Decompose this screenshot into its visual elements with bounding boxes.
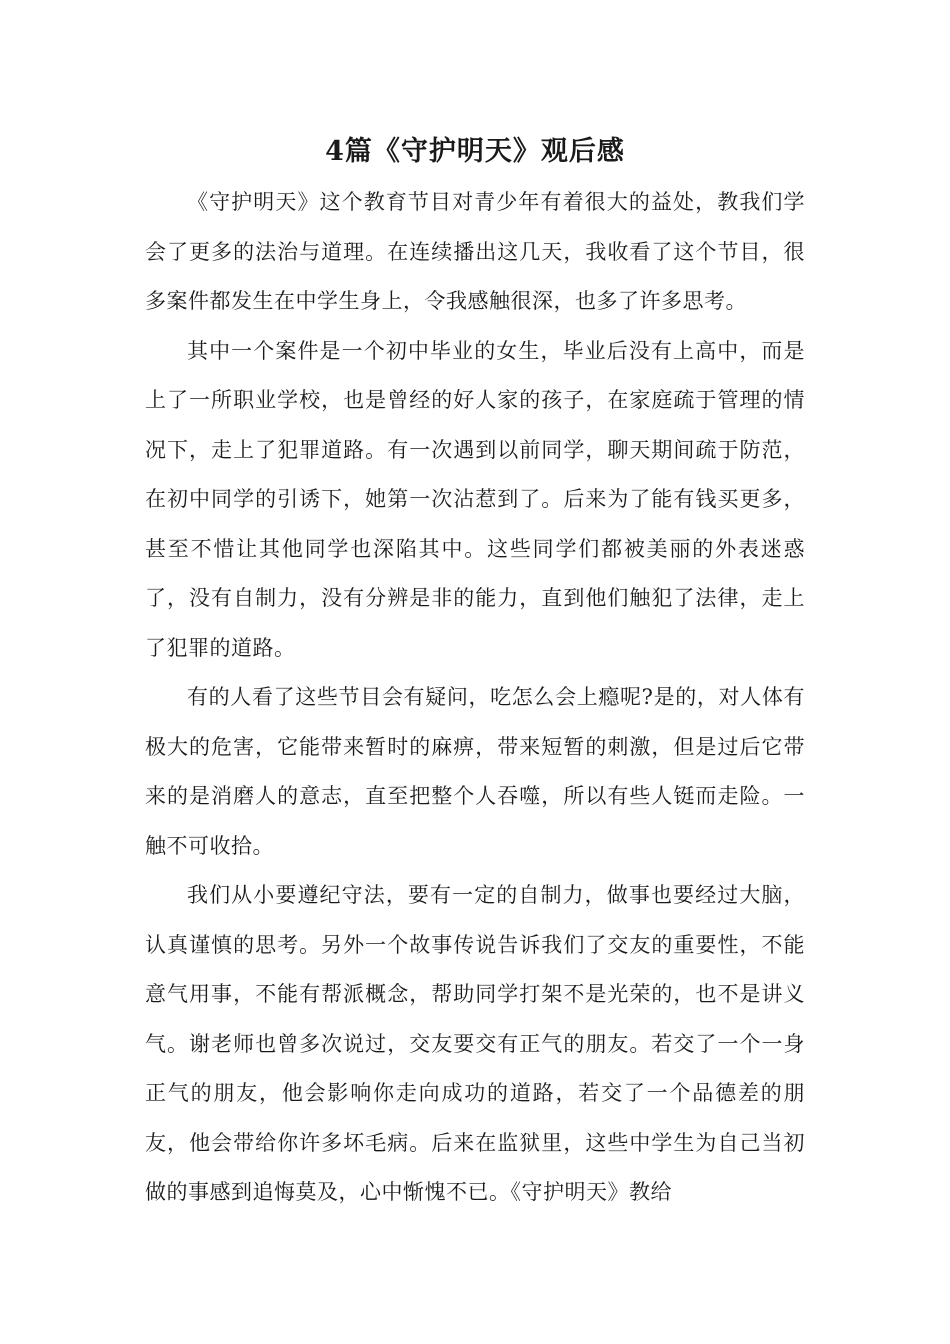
document-title: 4篇《守护明天》观后感 xyxy=(325,136,625,167)
paragraph-4: 我们从小要遵纪守法，要有一定的自制力，做事也要经过大脑，认真谨慎的思考。另外一个故事传说告诉我们了交友的重要性，不能意气用事，不能有帮派概念，帮助同学打架不是光荣的，也不是讲义气。谢老师也曾多次说过，交友要交有正气的朋友。若交了一个一身正气的朋友，他会影响你走向成功的道路，若交了一个品德差的朋友，他会带给你许多坏毛病。后来在监狱里，这些中学生为自己当初做的事感到追悔莫及，心中惭愧不已。《守护明天》教给 xyxy=(145,883,805,1204)
paragraph-1: 《守护明天》这个教育节目对青少年有着很大的益处，教我们学会了更多的法治与道理。在连续播出这几天，我收看了这个节目，很多案件都发生在中学生身上，令我感触很深，也多了许多思考。 xyxy=(145,190,805,313)
paragraph-3: 有的人看了这些节目会有疑问，吃怎么会上瘾呢?是的，对人体有极大的危害，它能带来暂时的麻痹，带来短暂的刺激，但是过后它带来的是消磨人的意志，直至把整个人吞噬，所以有些人铤而走险。一触不可收拾。 xyxy=(145,685,805,858)
document-body xyxy=(145,178,805,1218)
paragraph-2: 其中一个案件是一个初中毕业的女生，毕业后没有上高中，而是上了一所职业学校，也是曾经的好人家的孩子，在家庭疏于管理的情况下，走上了犯罪道路。有一次遇到以前同学，聊天期间疏于防范，在初中同学的引诱下，她第一次沾惹到了。后来为了能有钱买更多，甚至不惜让其他同学也深陷其中。这些同学们都被美丽的外表迷惑了，没有自制力，没有分辨是非的能力，直到他们触犯了法律，走上了犯罪的道路。 xyxy=(145,338,805,660)
